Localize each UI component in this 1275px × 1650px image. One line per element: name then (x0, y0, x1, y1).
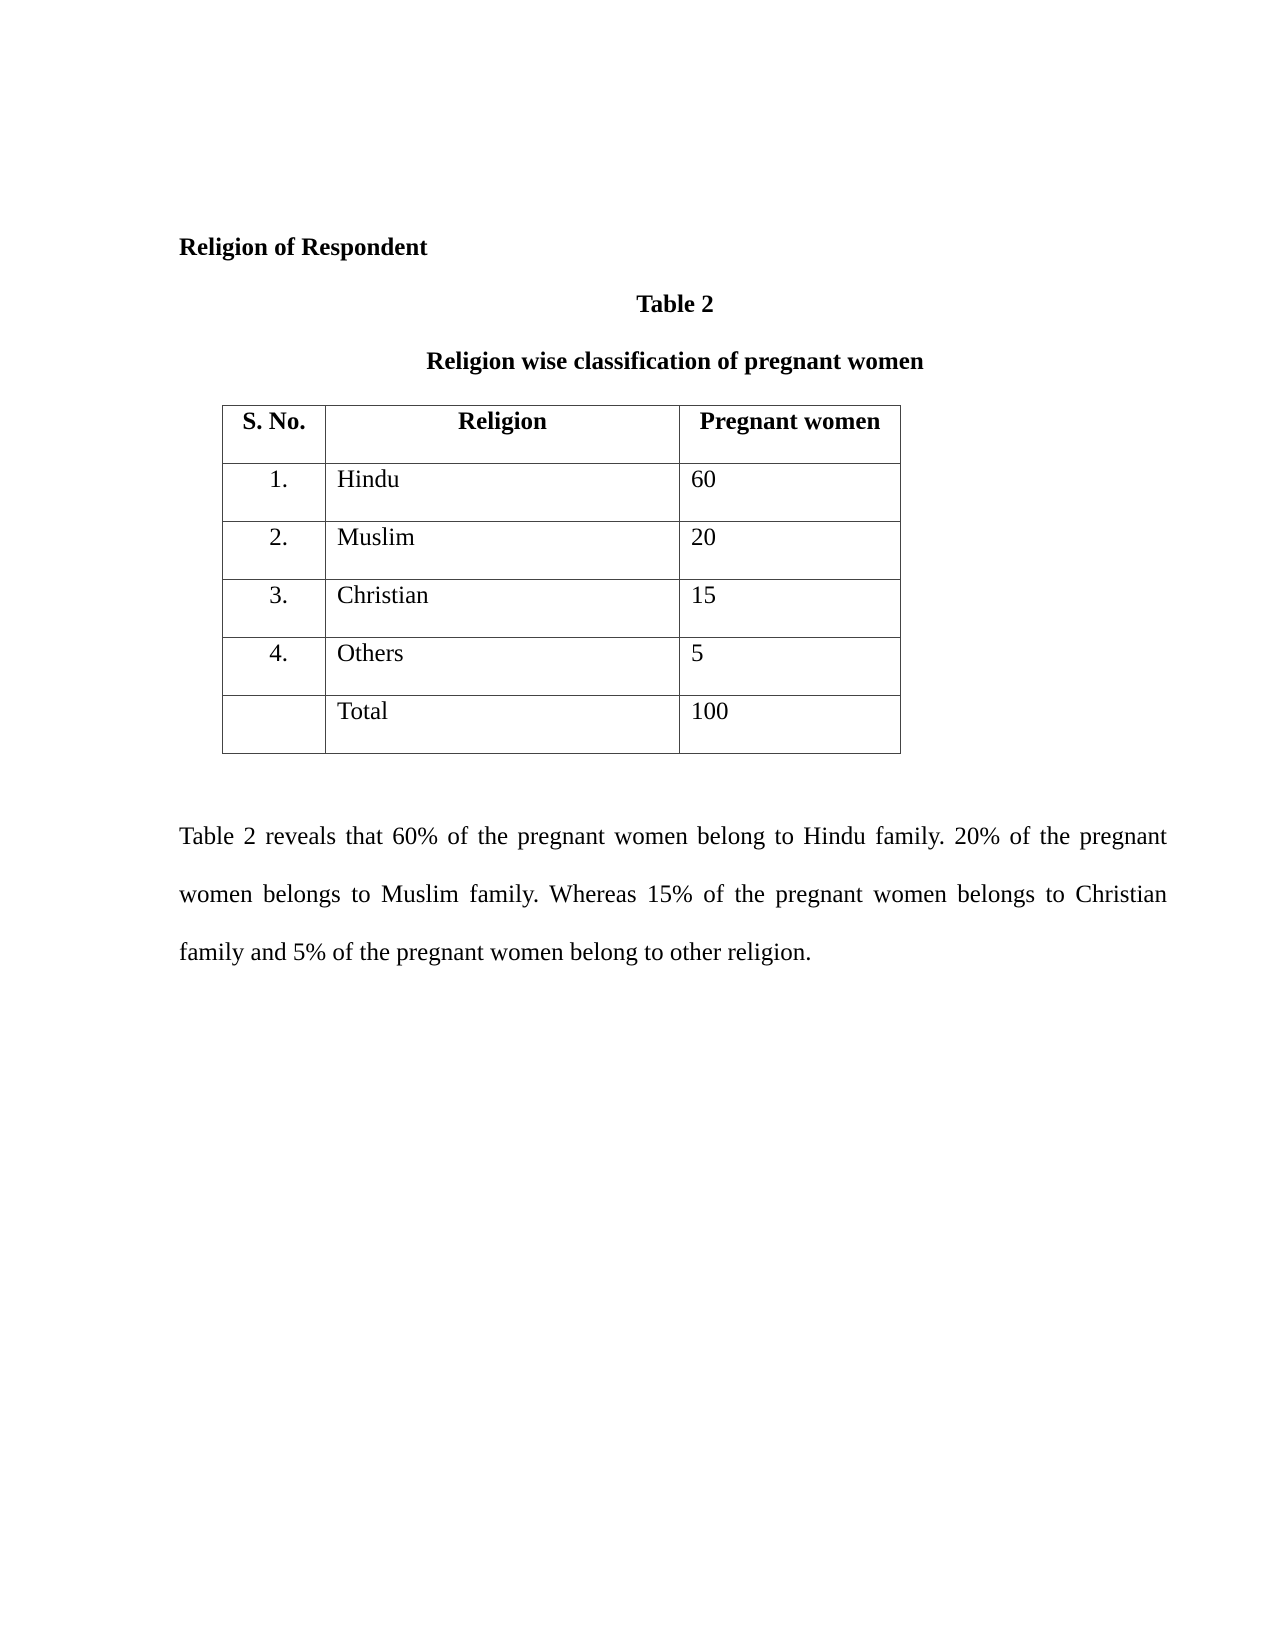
cell-total-count: 100 (680, 696, 901, 754)
table-row (223, 522, 901, 580)
religion-table (222, 405, 901, 754)
header-religion: Religion (326, 406, 680, 464)
cell-religion: Hindu (326, 464, 680, 522)
table-row (223, 638, 901, 696)
table-row (223, 580, 901, 638)
cell-count: 20 (680, 522, 901, 580)
cell-sno: 4. (223, 638, 326, 696)
cell-sno: 2. (223, 522, 326, 580)
body-paragraph: Table 2 reveals that 60% of the pregnant women belong to Hindu family. 20% of the pregnant women belongs to Muslim family. Whereas 15% of the pregnant women belongs to Christian family and 5% of the pregnant women belong to other religion. (179, 823, 1167, 966)
cell-religion: Others (326, 638, 680, 696)
section-heading: Religion of Respondent (179, 234, 428, 261)
table-number: Table 2 (636, 291, 714, 318)
cell-count: 5 (680, 638, 901, 696)
header-pregnant-women: Pregnant women (680, 406, 901, 464)
table-total-row (223, 696, 901, 754)
cell-religion: Christian (326, 580, 680, 638)
cell-count: 60 (680, 464, 901, 522)
header-sno: S. No. (223, 406, 326, 464)
table-row (223, 464, 901, 522)
table-caption: Religion wise classification of pregnant women (426, 348, 924, 375)
table-header-row (223, 406, 901, 464)
cell-sno (223, 696, 326, 754)
cell-count: 15 (680, 580, 901, 638)
cell-religion: Muslim (326, 522, 680, 580)
cell-sno: 3. (223, 580, 326, 638)
cell-sno: 1. (223, 464, 326, 522)
cell-total-label: Total (326, 696, 680, 754)
